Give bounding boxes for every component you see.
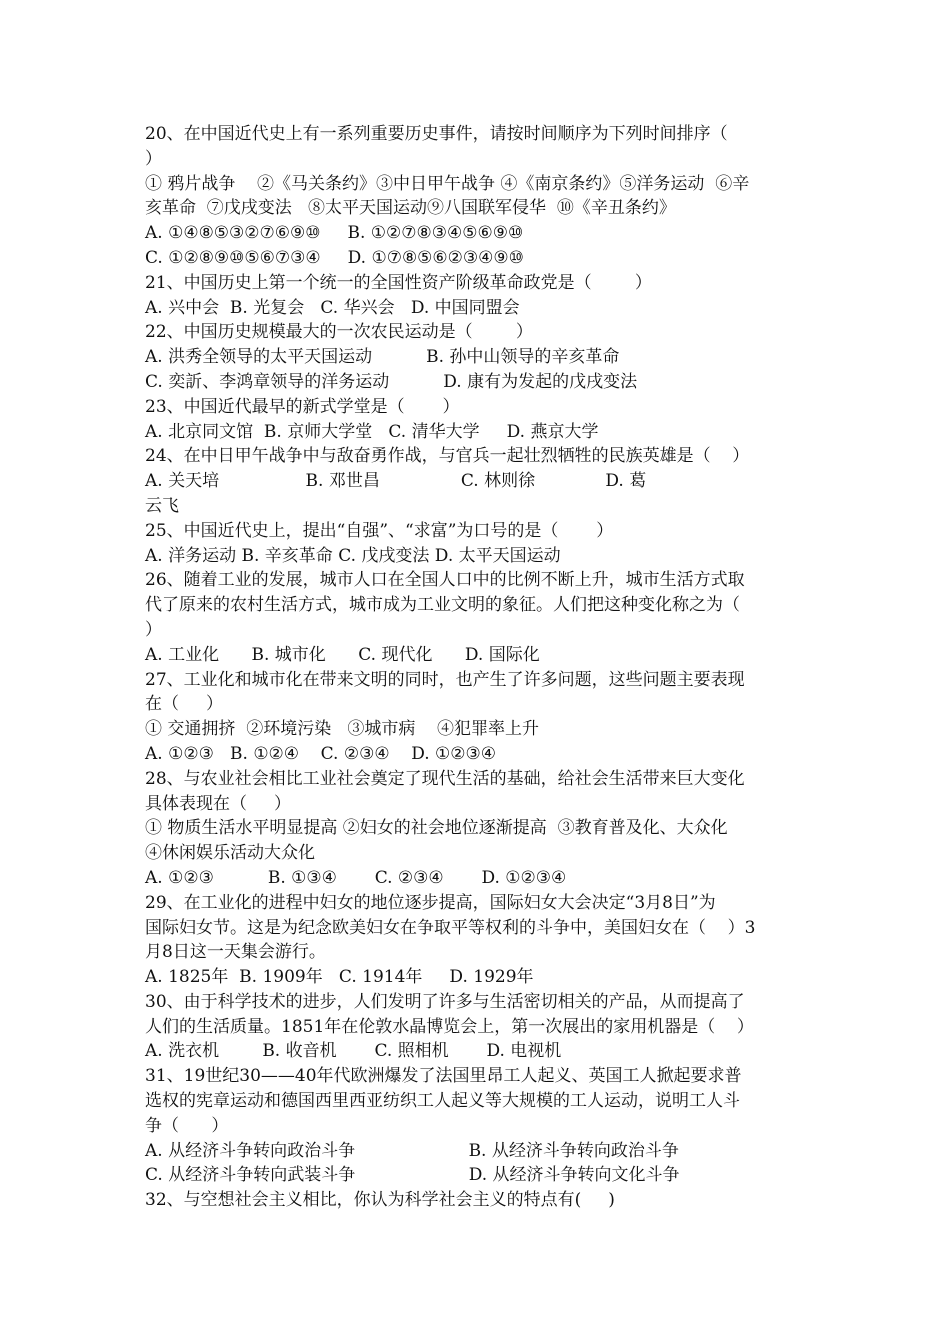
q28-items-line-1: ① 物质生活水平明显提高 ②妇女的社会地位逐渐提高 ③教育普及化、大众化: [145, 818, 728, 839]
q28-stem-line-2: 具体表现在（ ）: [145, 793, 292, 814]
q31-options-cd: C. 从经济斗争转向武装斗争 D. 从经济斗争转向文化斗争: [145, 1165, 680, 1186]
q26-stem-line-1: 26、随着工业的发展，城市人口在全国人口中的比例不断上升，城市生活方式取: [145, 570, 745, 591]
q22-options-cd: C. 奕訢、李鸿章领导的洋务运动 D. 康有为发起的戊戌变法: [145, 371, 638, 392]
q24-options-line-2: 云飞: [145, 495, 179, 516]
q21-stem: 21、中国历史上第一个统一的全国性资产阶级革命政党是（ ）: [145, 272, 652, 293]
q26-stem-line-3: ）: [145, 619, 162, 640]
q30-stem-line-1: 30、由于科学技术的进步，人们发明了许多与生活密切相关的产品，从而提高了: [145, 991, 745, 1012]
q20-stem-line-2: ）: [145, 148, 162, 169]
q26-options: A. 工业化 B. 城市化 C. 现代化 D. 国际化: [145, 644, 540, 665]
q27-stem-line-2: 在（ ）: [145, 694, 224, 715]
q21-options: A. 兴中会 B. 光复会 C. 华兴会 D. 中国同盟会: [145, 297, 520, 318]
q20-events-line-2: 亥革命 ⑦戊戌变法 ⑧太平天国运动⑨八国联军侵华 ⑩《辛丑条约》: [145, 198, 676, 219]
q32-stem: 32、与空想社会主义相比，你认为科学社会主义的特点有( ): [145, 1190, 615, 1211]
q29-options: A. 1825年 B. 1909年 C. 1914年 D. 1929年: [145, 967, 534, 988]
q27-stem-line-1: 27、工业化和城市化在带来文明的同时，也产生了许多问题，这些问题主要表现: [145, 669, 745, 690]
q29-stem-line-2: 国际妇女节。这是为纪念欧美妇女在争取平等权利的斗争中，美国妇女在（ ）3: [145, 917, 756, 938]
q29-stem-line-3: 月8日这一天集会游行。: [145, 942, 326, 963]
q31-stem-line-1: 31、19世纪30——40年代欧洲爆发了法国里昂工人起义、英国工人掀起要求普: [145, 1066, 742, 1087]
q23-stem: 23、中国近代最早的新式学堂是（ ）: [145, 396, 460, 417]
q29-stem-line-1: 29、在工业化的进程中妇女的地位逐步提高，国际妇女大会决定“3月8日”为: [145, 892, 716, 913]
q26-stem-line-2: 代了原来的农村生活方式，城市成为工业文明的象征。人们把这种变化称之为（: [145, 595, 740, 616]
q28-stem-line-1: 28、与农业社会相比工业社会奠定了现代生活的基础，给社会生活带来巨大变化: [145, 768, 745, 789]
q30-stem-line-2: 人们的生活质量。1851年在伦敦水晶博览会上，第一次展出的家用机器是（ ）: [145, 1016, 754, 1037]
q28-items-line-2: ④休闲娱乐活动大众化: [145, 843, 315, 864]
q28-options: A. ①②③ B. ①③④ C. ②③④ D. ①②③④: [145, 867, 567, 888]
q20-events-line-1: ① 鸦片战争 ②《马关条约》③中日甲午战争 ④《南京条约》⑤洋务运动 ⑥辛: [145, 173, 750, 194]
q20-stem-line-1: 20、在中国近代史上有一系列重要历史事件，请按时间顺序为下列时间排序（: [145, 124, 728, 144]
q24-options-line-1: A. 关天培 B. 邓世昌 C. 林则徐 D. 葛: [145, 471, 647, 492]
q22-stem: 22、中国历史规模最大的一次农民运动是（ ）: [145, 322, 533, 343]
exam-page: [145, 122, 810, 1213]
q27-items: ① 交通拥挤 ②环境污染 ③城市病 ④犯罪率上升: [145, 719, 540, 740]
q25-stem: 25、中国近代史上，提出“自强”、“求富”为口号的是（ ）: [145, 520, 614, 541]
q24-stem: 24、在中日甲午战争中与敌奋勇作战，与官兵一起壮烈牺牲的民族英雄是（ ）: [145, 446, 750, 467]
q31-stem-line-2: 选权的宪章运动和德国西里西亚纺织工人起义等大规模的工人运动，说明工人斗: [145, 1091, 740, 1112]
q22-options-ab: A. 洪秀全领导的太平天国运动 B. 孙中山领导的辛亥革命: [145, 347, 620, 368]
q31-stem-line-3: 争（ ）: [145, 1115, 229, 1136]
q25-options: A. 洋务运动 B. 辛亥革命 C. 戊戌变法 D. 太平天国运动: [145, 545, 561, 566]
q31-options-ab: A. 从经济斗争转向政治斗争 B. 从经济斗争转向政治斗争: [145, 1140, 679, 1161]
q27-options: A. ①②③ B. ①②④ C. ②③④ D. ①②③④: [145, 743, 496, 764]
q30-options: A. 洗衣机 B. 收音机 C. 照相机 D. 电视机: [145, 1041, 562, 1062]
q20-options-ab: A. ①④⑧⑤③②⑦⑥⑨⑩ B. ①②⑦⑧③④⑤⑥⑨⑩: [145, 223, 524, 244]
q23-options: A. 北京同文馆 B. 京师大学堂 C. 清华大学 D. 燕京大学: [145, 421, 599, 442]
q20-options-cd: C. ①②⑧⑨⑩⑤⑥⑦③④ D. ①⑦⑧⑤⑥②③④⑨⑩: [145, 247, 524, 268]
